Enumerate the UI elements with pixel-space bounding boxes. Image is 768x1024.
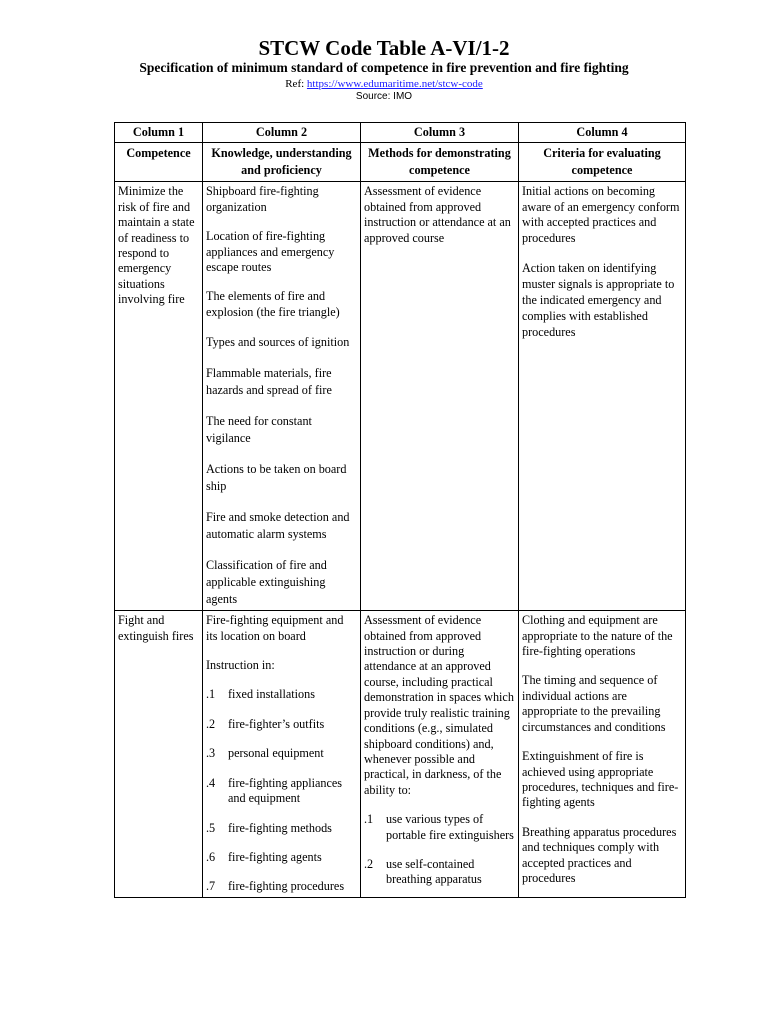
methods-text: Assessment of evidence obtained from approved instruction or during attendance at an approved course, including practical demonstration in spaces which provide truly realistic training conditions (e.g., simulated shipboard conditions) and, whenever possible and practical, in darkness, of the ability to:	[364, 613, 514, 797]
criteria-item: Initial actions on becoming aware of an emergency conform with accepted practices and procedures	[522, 184, 680, 245]
source-line: Source: IMO	[355, 91, 413, 102]
criteria-item: Extinguishment of fire is achieved using appropriate procedures, techniques and fire-fighting agents	[522, 749, 679, 810]
item-text: fixed installations	[228, 687, 315, 702]
column-number: Column 2	[203, 123, 361, 143]
knowledge-item: Flammable materials, fire hazards and spread of fire	[206, 366, 332, 398]
item-number: .2	[364, 856, 374, 871]
reference-line	[0, 77, 768, 91]
column-header: Criteria for evaluating competence	[519, 143, 686, 182]
criteria-item: The timing and sequence of individual actions are appropriate to the prevailing circumstances and conditions	[522, 673, 666, 734]
document-title: STCW Code Table A-VI/1-2	[258, 36, 510, 60]
item-number: .4	[206, 775, 216, 790]
item-text: fire-fighting agents	[228, 849, 322, 864]
methods-cell: Assessment of evidence obtained from approved instruction or attendance at an approved course	[361, 182, 519, 611]
criteria-item: Clothing and equipment are appropriate to the nature of the fire-fighting operations	[522, 613, 673, 659]
item-number: .5	[206, 820, 216, 835]
table-row	[115, 182, 686, 611]
column-number: Column 4	[519, 123, 686, 143]
table-row	[115, 611, 686, 897]
competence-table	[114, 122, 686, 898]
knowledge-item: The need for constant vigilance	[206, 414, 312, 446]
item-number: .6	[206, 849, 216, 864]
column-number: Column 1	[115, 123, 203, 143]
column-header-row	[115, 143, 686, 182]
item-number: .7	[206, 879, 216, 894]
list-item	[206, 879, 357, 894]
knowledge-item: The elements of fire and explosion (the fire triangle)	[206, 289, 340, 319]
list-item	[206, 687, 357, 702]
knowledge-cell	[203, 182, 361, 611]
item-text: fire-fighting appliances and equipment	[228, 775, 343, 806]
item-number: .1	[364, 812, 374, 827]
list-item	[364, 857, 515, 888]
item-text: use self-contained breathing apparatus	[386, 856, 482, 887]
item-text: fire-fighter’s outfits	[228, 716, 325, 731]
knowledge-cell	[203, 611, 361, 897]
column-number: Column 3	[361, 123, 519, 143]
item-number: .3	[206, 746, 216, 761]
knowledge-intro: Fire-fighting equipment and its location on board	[206, 613, 344, 643]
knowledge-instruction: Instruction in:	[206, 658, 275, 673]
item-text: personal equipment	[228, 746, 324, 761]
list-item	[206, 850, 357, 865]
reference-link[interactable]: https://www.edumaritime.net/stcw-code	[306, 78, 483, 90]
item-text: fire-fighting methods	[228, 820, 332, 835]
knowledge-item: Classification of fire and applicable extinguishing agents	[206, 558, 327, 607]
competence-cell: Fight and extinguish fires	[115, 611, 203, 897]
item-number: .1	[206, 687, 216, 702]
item-text: use various types of portable fire extinguishers	[386, 812, 514, 842]
knowledge-item: Types and sources of ignition	[206, 335, 350, 350]
list-item	[206, 776, 357, 807]
column-header: Methods for demonstrating competence	[361, 143, 519, 182]
list-item	[206, 717, 357, 732]
criteria-cell	[519, 182, 686, 611]
column-number-row	[115, 123, 686, 143]
list-item	[206, 821, 357, 836]
document-header	[0, 36, 768, 103]
criteria-item: Breathing apparatus procedures and techniques comply with accepted practices and procedures	[522, 824, 677, 885]
item-number: .2	[206, 716, 216, 731]
criteria-item: Action taken on identifying muster signals is appropriate to the indicated emergency and complies with established procedures	[522, 261, 675, 340]
list-item	[206, 746, 357, 761]
document-subtitle: Specification of minimum standard of competence in fire prevention and fire fighting	[139, 60, 629, 75]
knowledge-item: Actions to be taken on board ship	[206, 462, 347, 494]
knowledge-item: Fire and smoke detection and automatic alarm systems	[206, 510, 350, 542]
list-item	[364, 812, 515, 843]
competence-cell: Minimize the risk of fire and maintain a state of readiness to respond to emergency situations involving fire	[115, 182, 203, 611]
criteria-cell	[519, 611, 686, 897]
column-header: Knowledge, understanding and proficiency	[203, 143, 361, 182]
column-header: Competence	[115, 143, 203, 182]
knowledge-item: Location of fire-fighting appliances and emergency escape routes	[206, 229, 335, 275]
reference-label: Ref:	[285, 78, 307, 90]
methods-cell	[361, 611, 519, 897]
knowledge-item: Shipboard fire-fighting organization	[206, 184, 319, 214]
item-text: fire-fighting procedures	[228, 879, 345, 894]
